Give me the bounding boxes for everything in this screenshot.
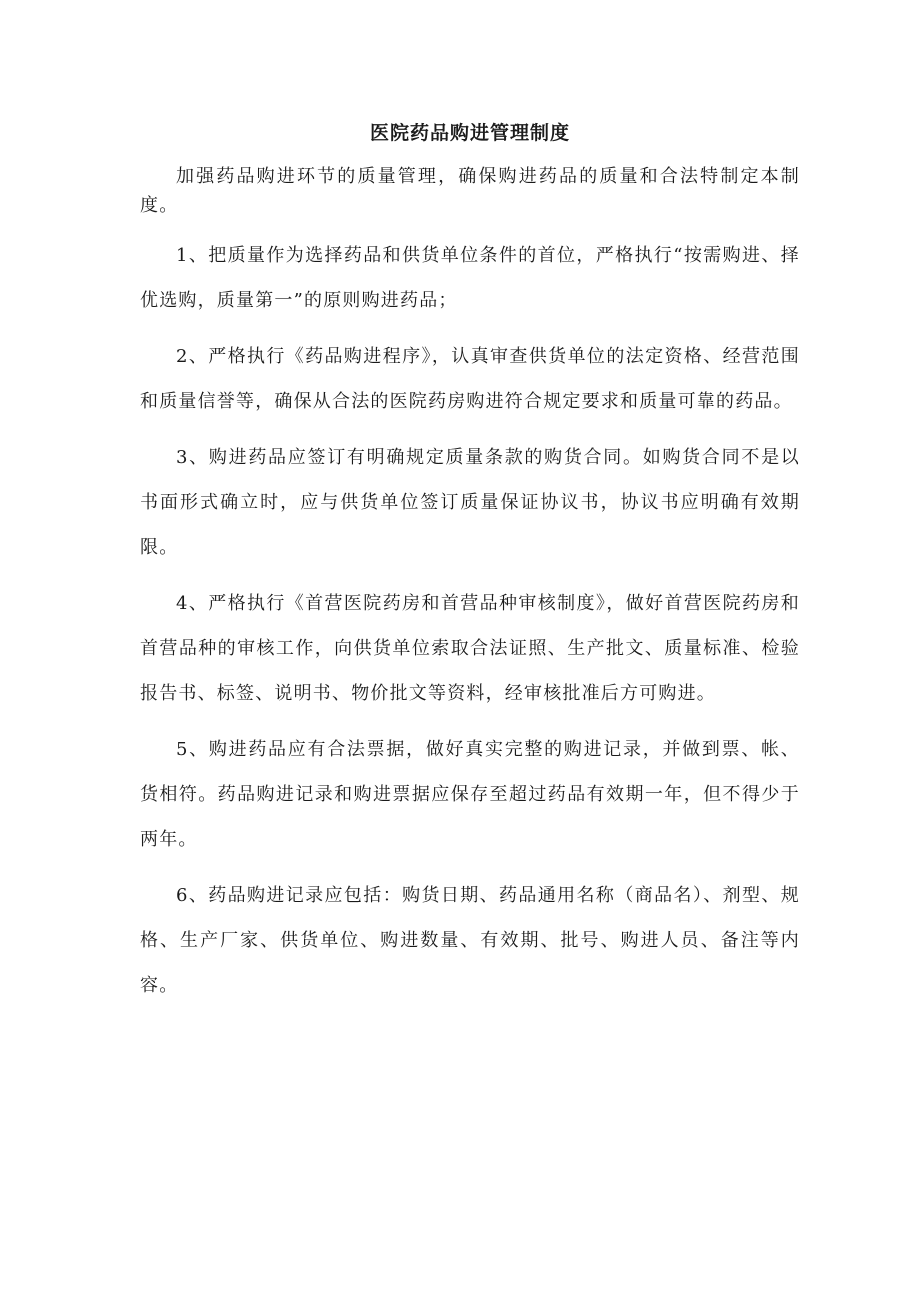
document-page [140,118,800,1019]
clause-5: 5、购进药品应有合法票据，做好真实完整的购进记录，并做到票、帐、货相符。药品购进记录和购进票据应保存至超过药品有效期一年，但不得少于两年。 [140,739,800,850]
clause-6: 6、药品购进记录应包括：购货日期、药品通用名称（商品名）、剂型、规格、生产厂家、供货单位、购进数量、有效期、批号、购进人员、备注等内容。 [140,885,800,996]
clause-3: 3、购进药品应签订有明确规定质量条款的购货合同。如购货合同不是以书面形式确立时，应与供货单位签订质量保证协议书，协议书应明确有效期限。 [140,447,800,558]
document-title: 医院药品购进管理制度 [369,122,570,144]
clause-4: 4、严格执行《首营医院药房和首营品种审核制度》，做好首营医院药房和首营品种的审核工作，向供货单位索取合法证照、生产批文、质量标准、检验报告书、标签、说明书、物价批文等资料，经审核批准后方可购进。 [140,593,800,704]
clause-1: 1、把质量作为选择药品和供货单位条件的首位，严格执行“按需购进、择优选购，质量第一”的原则购进药品； [140,245,800,311]
clause-2: 2、严格执行《药品购进程序》，认真审查供货单位的法定资格、经营范围和质量信誉等，确保从合法的医院药房购进符合规定要求和质量可靠的药品。 [140,346,800,412]
intro-paragraph: 加强药品购进环节的质量管理，确保购进药品的质量和合法特制定本制度。 [140,166,800,216]
